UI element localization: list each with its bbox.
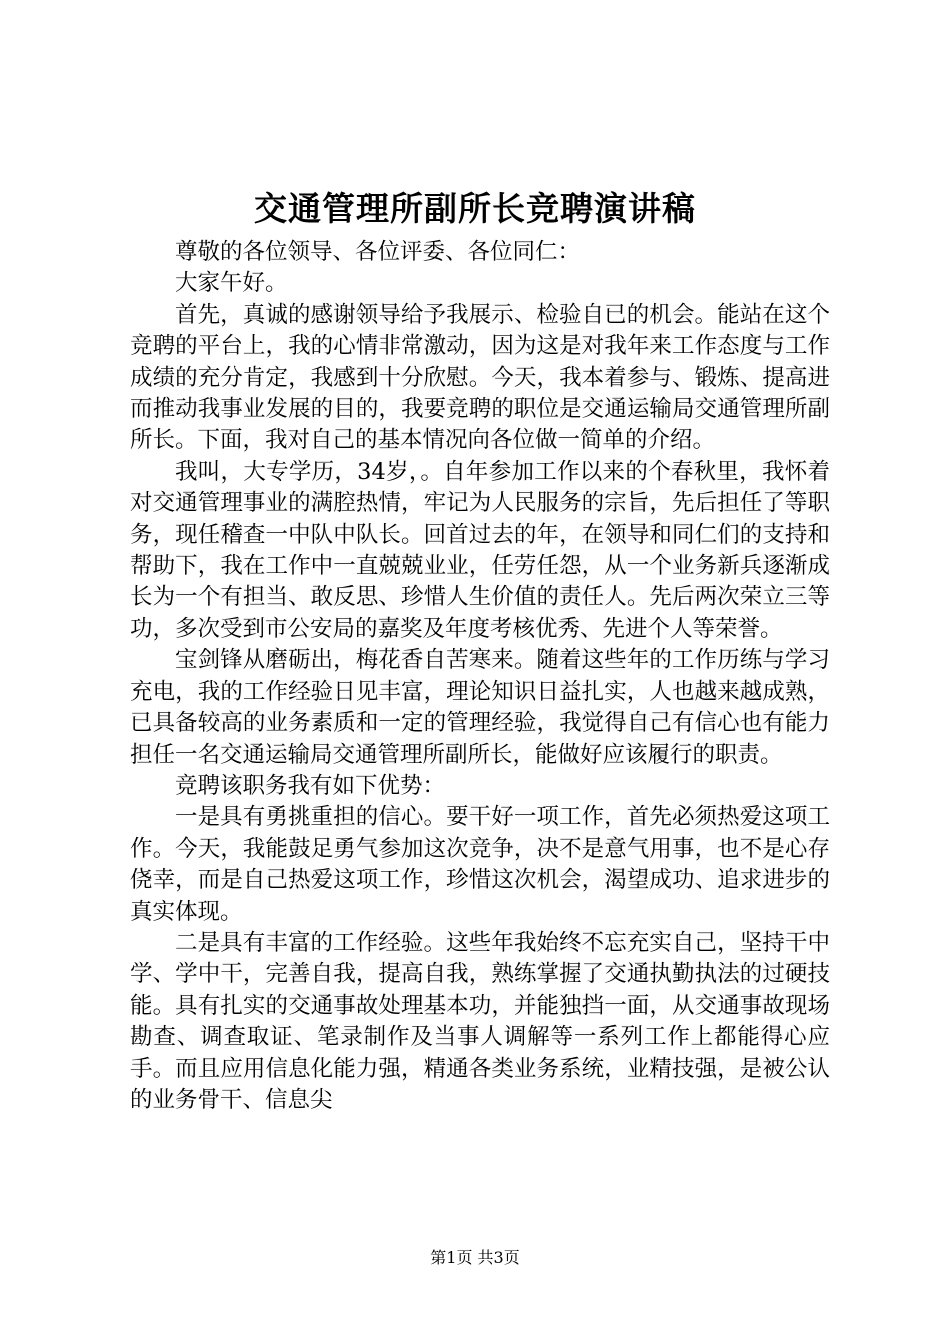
document-body — [130, 237, 830, 1116]
paragraph-advantage-one: 一是具有勇挑重担的信心。要干好一项工作，首先必须热爱这项工作。今天，我能鼓足勇气参加这次竞争，决不是意气用事，也不是心存侥幸，而是自己热爱这项工作，珍惜这次机会，渴望成功、追求进步的真实体现。 — [130, 804, 830, 925]
paragraph-introduction: 首先，真诚的感谢领导给予我展示、检验自已的机会。能站在这个竞聘的平台上，我的心情非常激动，因为这是对我年来工作态度与工作成绩的充分肯定，我感到十分欣慰。今天，我本着参与、锻炼、提高进而推动我事业发展的目的，我要竞聘的职位是交通运输局交通管理所副所长。下面，我对自己的基本情况向各位做一简单的介绍。 — [130, 301, 830, 454]
paragraph-experience: 宝剑锋从磨砺出，梅花香自苦寒来。随着这些年的工作历练与学习充电，我的工作经验日见丰富，理论知识日益扎实，人也越来越成熟，已具备较高的业务素质和一定的管理经验，我觉得自己有信心也有能力担任一名交通运输局交通管理所副所长，能做好应该履行的职责。 — [130, 647, 830, 768]
paragraph-salutation: 尊敬的各位领导、各位评委、各位同仁： — [175, 239, 581, 265]
document-title: 交通管理所副所长竞聘演讲稿 — [254, 189, 696, 228]
page-number-footer: 第1页 共3页 — [430, 1248, 520, 1267]
paragraph-advantages-heading: 竞聘该职务我有如下优势： — [175, 772, 446, 799]
paragraph-background: 我叫，大专学历，34岁，。自年参加工作以来的个春秋里，我怀着对交通管理事业的满腔热情，牢记为人民服务的宗旨，先后担任了等职务，现任稽查一中队中队长。回首过去的年，在领导和同仁们的支持和帮助下，我在工作中一直兢兢业业，任劳任怨，从一个业务新兵逐渐成长为一个有担当、敢反思、珍惜人生价值的责任人。先后两次荣立三等功，多次受到市公安局的嘉奖及年度考核优秀、先进个人等荣誉。 — [130, 458, 830, 642]
paragraph-advantage-two: 二是具有丰富的工作经验。这些年我始终不忘充实自己，坚持干中学、学中干，完善自我，提高自我，熟练掌握了交通执勤执法的过硬技能。具有扎实的交通事故处理基本功，并能独挡一面，从交通事故现场勘查、调查取证、笔录制作及当事人调解等一系列工作上都能得心应手。而且应用信息化能力强，精通各类业务系统，业精技强，是被公认的业务骨干、信息尖 — [130, 929, 830, 1113]
paragraph-greeting: 大家午好。 — [175, 270, 288, 297]
